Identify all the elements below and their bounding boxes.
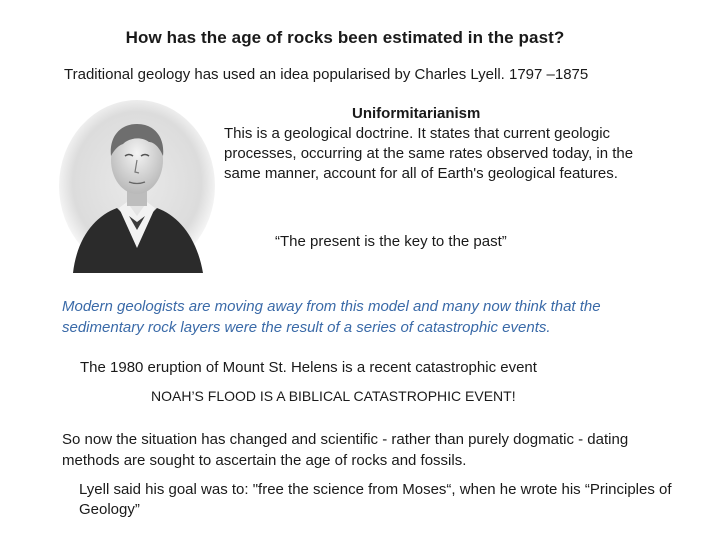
lyell-goal-quote: Lyell said his goal was to: "free the science from Moses“, when he wrote his “Principles of Geology”	[79, 481, 672, 518]
intro-text: Traditional geology has used an idea popularised by Charles Lyell. 1797 –1875	[64, 66, 589, 83]
mount-st-helens-text: The 1980 eruption of Mount St. Helens is a recent catastrophic event	[80, 359, 537, 376]
uniformitarianism-definition: This is a geological doctrine. It states that current geologic processes, occurring at the same rates observed today, in the same manner, account for all of Earth's geological features.	[224, 125, 634, 182]
noahs-flood-text: NOAH’S FLOOD IS A BIBLICAL CATASTROPHIC EVENT!	[151, 388, 516, 404]
uniformitarianism-heading: Uniformitarianism	[352, 105, 481, 122]
modern-geologists-text: Modern geologists are moving away from this model and many now think that the sedimentary rock layers were the result of a series of catastrophic events.	[62, 298, 601, 336]
key-to-past-quote: “The present is the key to the past”	[275, 233, 507, 250]
situation-changed-text: So now the situation has changed and scientific - rather than purely dogmatic - dating methods are sought to ascertain the age of rocks and fossils.	[62, 431, 629, 469]
charles-lyell-portrait	[55, 98, 220, 273]
page-title: How has the age of rocks been estimated in the past?	[125, 28, 565, 47]
